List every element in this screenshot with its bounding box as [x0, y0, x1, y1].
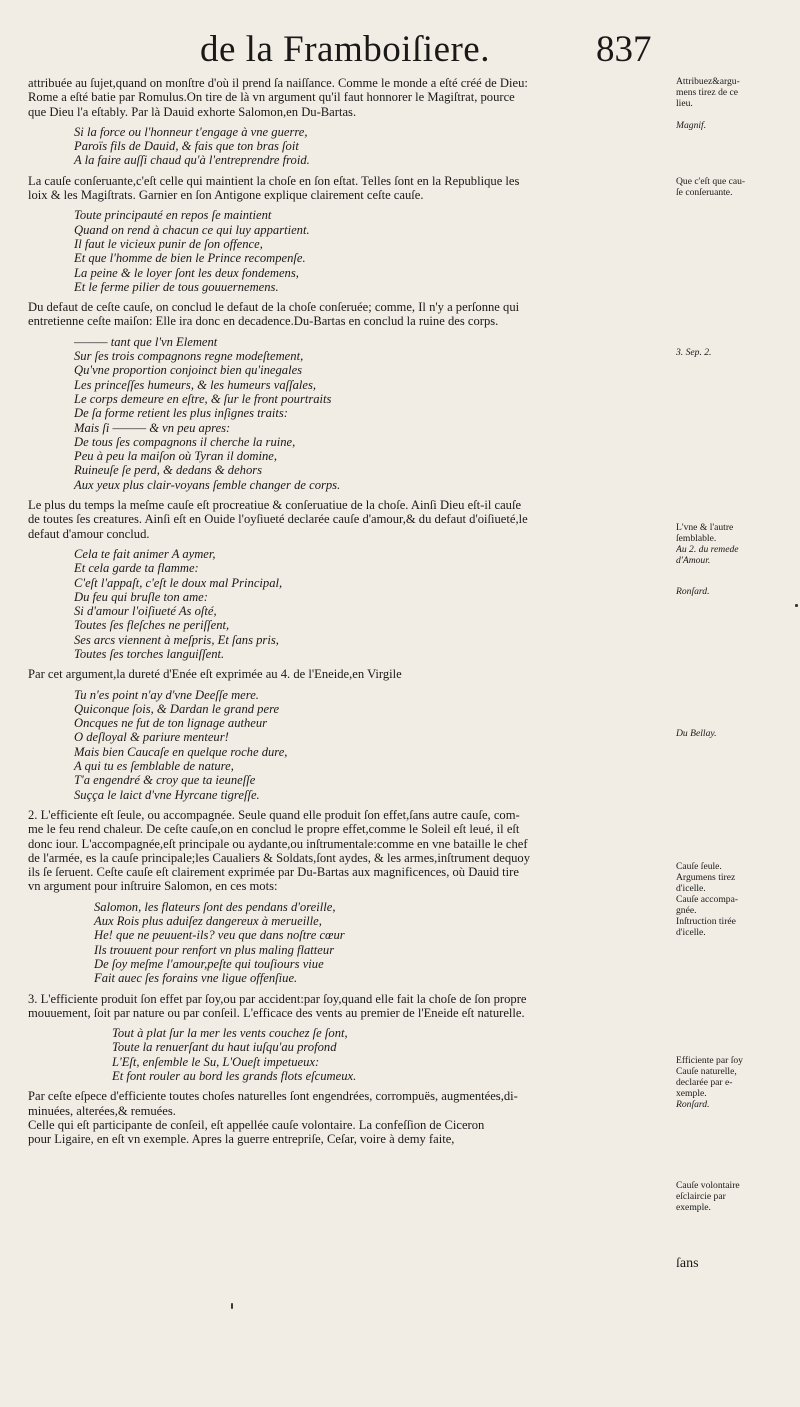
prose-line: que Dieu l'a eſtably. Par là Dauid exhorte Salomon,en Du-Bartas.	[28, 104, 357, 119]
prose-line: me le feu rend chaleur. De ceſte cauſe,on en conclud le propre effet,comme le Soleil eſt leué, il eſt	[28, 822, 520, 837]
verse-line: Si la force ou l'honneur t'engage à vne guerre,	[74, 124, 308, 139]
margin-note: Ronſard.	[676, 586, 710, 597]
verse-line: Oncques ne fut de ton lignage autheur	[74, 716, 268, 731]
verse-line: Peu à peu la maiſon où Tyran il domine,	[74, 449, 277, 464]
verse-line: Le corps demeure en eſtre, & ſur le front pourtraits	[74, 391, 332, 406]
ink-fleck	[231, 1303, 233, 1309]
prose-line: de l'armée, es la cauſe principale;les Caualiers & Soldats,ſont aydes, & les armes,inſtrument dequoy	[28, 850, 531, 865]
margin-note-group	[676, 1180, 798, 1213]
catchword: ſans	[676, 1256, 699, 1271]
main-text	[28, 76, 668, 1146]
verse-line: Fait auec ſes forains vne ligue offenſiue.	[94, 971, 298, 986]
margin-note: exemple.	[676, 1202, 711, 1213]
prose-line: de toutes ſes creatures. Ainſi eſt en Ouide l'oyſiueté declarée cauſe d'amour,& du defaut d'oiſiueté,le	[28, 512, 528, 527]
margin-note-group	[676, 120, 798, 131]
verse-line: Paroïs fils de Dauid, & fais que ton bras ſoit	[74, 139, 299, 154]
prose-line: attribuée au ſujet,quand on monſtre d'où il prend ſa naiſſance. Comme le monde a eſté créé de Dieu:	[28, 76, 528, 90]
prose-line: vn argument pour inſtruire Salomon, en ces mots:	[28, 879, 278, 894]
prose-line: defaut d'amour conclud.	[28, 526, 150, 541]
prose-line: Par cet argument,la dureté d'Enée eſt exprimée au 4. de l'Eneide,en Virgile	[28, 667, 402, 682]
margin-note: Magnif.	[676, 120, 707, 131]
verse-line: L'Eſt, enſemble le Su, L'Oueſt impetueux:	[112, 1054, 320, 1069]
verse-line: Suçça le laict d'vne Hyrcane tigreſſe.	[74, 787, 260, 802]
prose-line: Le plus du temps la meſme cauſe eſt procreatiue & conſeruatiue de la choſe. Ainſi Dieu eſt-il cauſe	[28, 498, 522, 513]
margin-note-group	[676, 1055, 798, 1110]
prose-line: entretienne ceſte maiſon: Elle ira donc en decadence.Du-Bartas en conclud la ruine des corps.	[28, 314, 499, 329]
margin-note: Attribuez&argu-	[676, 76, 740, 87]
margin-note-group	[676, 176, 798, 198]
prose-line: Rome a eſté batie par Romulus.On tire de là vn argument qu'il faut honnorer le Magiſtrat, pource	[28, 90, 515, 105]
verse-line: Toutes ſes torches languiſſent.	[74, 646, 225, 661]
verse-line: Mais ſi ——— & vn peu apres:	[74, 420, 231, 435]
verse-line: Il faut le vicieux punir de ſon offence,	[74, 236, 263, 251]
page-number: 837	[596, 29, 652, 70]
margin-note: Cauſe accompa-	[676, 894, 739, 905]
prose-line: donc iour. L'accompagnée,eſt principale ou aydante,ou inſtrumentale:comme en vne bataille le chef	[28, 836, 528, 851]
verse-line: Ses arcs viennent à meſpris, Et ſans pris,	[74, 632, 279, 647]
verse-line: He! que ne peuuent-ils? veu que dans noſtre cœur	[94, 928, 345, 943]
verse-line: A qui tu es ſemblable de nature,	[74, 759, 234, 774]
margin-note: Cauſe ſeule.	[676, 861, 722, 872]
verse-line: Et font rouler au bord les grands flots eſcumeux.	[112, 1069, 357, 1083]
margin-note: Du Bellay.	[676, 728, 717, 739]
verse-line: Aux Rois plus aduiſez dangereux à merueille,	[94, 914, 322, 929]
verse-line: Ruineuſe ſe perd, & dedans & dehors	[74, 463, 263, 478]
prose-line: mouuement, ſoit par nature ou par conſeil. L'efficace des vents au premier de l'Eneide eſt naturelle.	[28, 1005, 525, 1020]
margin-note: d'Amour.	[676, 555, 711, 566]
margin-note-group	[676, 861, 798, 938]
ink-fleck	[795, 604, 798, 607]
margin-note: mens tirez de ce	[676, 87, 739, 98]
prose-line: Du defaut de ceſte cauſe, on conclud le defaut de la choſe conſeruée; comme, Il n'y a perſonne qui	[28, 300, 520, 315]
margin-note: lieu.	[676, 98, 693, 109]
verse-line: De ſoy meſme l'amour,peſte qui touſiours viue	[94, 956, 324, 971]
verse-line: T'a engendré & croy que ta ieuneſſe	[74, 773, 256, 788]
running-title: de la Framboiſiere.	[200, 29, 490, 70]
margin-note: L'vne & l'autre	[676, 522, 734, 533]
prose-line: ils ſe ſeruent. Ceſte cauſe eſt clairement exprimée par Du-Bartas aux magnificences, où Dauid tire	[28, 865, 519, 880]
prose-line: minuées, alterées,& remuées.	[28, 1103, 176, 1118]
verse-line: Qu'vne proportion conjoinct bien qu'inegales	[74, 363, 303, 378]
verse-line: Tu n'es point n'ay d'vne Deeſſe mere.	[74, 687, 259, 702]
verse-line: Mais bien Caucaſe en quelque roche dure,	[74, 744, 288, 759]
verse-line: C'eſt l'appaſt, c'eſt le doux mal Principal,	[74, 575, 283, 590]
margin-note: ſe conſeruante.	[676, 187, 733, 198]
margin-note-group	[676, 728, 798, 739]
verse-line: ——— tant que l'vn Element	[74, 334, 218, 349]
prose-line: La cauſe conſeruante,c'eſt celle qui maintient la choſe en ſon eſtat. Telles ſont en la Republique les	[28, 173, 520, 188]
verse-line: Aux yeux plus clair-voyans ſemble changer de corps.	[74, 477, 341, 492]
prose-line: pour Ligaire, en eſt vn exemple. Apres la guerre entrepriſe, Ceſar, voire à demy faite,	[28, 1132, 455, 1147]
margin-note: Ronſard.	[676, 1099, 710, 1110]
verse-line: Sur ſes trois compagnons regne modeſtement,	[74, 349, 304, 364]
prose-line: 2. L'efficiente eſt ſeule, ou accompagnée. Seule quand elle produit ſon effet,ſans autre cauſe, com-	[28, 807, 520, 822]
verse-line: Ils trouuent pour renfort vn plus maling flatteur	[94, 942, 335, 957]
margin-note: d'icelle.	[676, 927, 706, 938]
margin-note: xemple.	[676, 1088, 707, 1099]
verse-line: Toutes ſes fleſches ne periſſent,	[74, 618, 230, 633]
verse-line: Si d'amour l'oiſiueté As oſté,	[74, 604, 217, 619]
margin-note-group	[676, 586, 798, 597]
prose-line: loix & les Magiſtrats. Garnier en ſon Antigone explique clairement ceſte cauſe.	[28, 188, 424, 203]
margin-note-group	[676, 347, 798, 358]
verse-line: Quiconque ſois, & Dardan le grand pere	[74, 701, 280, 716]
verse-line: Toute principauté en repos ſe maintient	[74, 208, 272, 223]
margin-note: gnée.	[676, 905, 697, 916]
prose-line: 3. L'efficiente produit ſon effet par ſoy,ou par accident:par ſoy,quand elle fait la choſe de ſon propre	[28, 991, 527, 1006]
prose-line: Celle qui eſt participante de conſeil, eſt appellée cauſe volontaire. La confeſſion de Ciceron	[28, 1117, 485, 1132]
verse-line: Cela te fait animer A aymer,	[74, 546, 216, 561]
verse-line: Salomon, les flateurs ſont des pendans d'oreille,	[94, 899, 336, 914]
margin-note: Cauſe naturelle,	[676, 1066, 737, 1077]
margin-note-group	[676, 522, 798, 566]
verse-line: A la faire auſſi chaud qu'à l'entreprendre froid.	[74, 153, 310, 168]
margin-note: Argumens tirez	[676, 872, 736, 883]
page-header	[0, 30, 800, 70]
margin-note: eſclaircie par	[676, 1191, 726, 1202]
verse-line: Et cela garde ta flamme:	[74, 561, 199, 576]
verse-line: Du feu qui bruſle ton ame:	[74, 589, 208, 604]
margin-note: declarée par e-	[676, 1077, 733, 1088]
margin-note-group	[676, 76, 798, 109]
margin-note: Cauſe volontaire	[676, 1180, 740, 1191]
margin-note: 3. Sep. 2.	[676, 347, 712, 358]
verse-line: Et que l'homme de bien le Prince recompenſe.	[74, 251, 306, 266]
margin-note: Inſtruction tirée	[676, 916, 736, 927]
verse-line: Quand on rend à chacun ce qui luy appartient.	[74, 222, 310, 237]
margin-note: d'icelle.	[676, 883, 706, 894]
margin-note: Au 2. du remede	[676, 544, 739, 555]
verse-line: De tous ſes compagnons il cherche la ruine,	[74, 434, 296, 449]
prose-line: Par ceſte eſpece d'efficiente toutes choſes naturelles ſont engendrées, corrompuës, augmentées,di-	[28, 1089, 518, 1104]
verse-line: O deſloyal & pariure menteur!	[74, 730, 229, 745]
verse-line: Les princeſſes humeurs, & les humeurs vaſſales,	[74, 377, 317, 392]
verse-line: La peine & le loyer ſont les deux fondemens,	[74, 265, 299, 280]
margin-note: Efficiente par ſoy	[676, 1055, 743, 1066]
margin-note: ſemblable.	[676, 533, 717, 544]
verse-line: De ſa forme retient les plus inſignes traits:	[74, 406, 288, 421]
verse-line: Tout à plat ſur la mer les vents couchez ſe ſont,	[112, 1026, 348, 1041]
margin-note: Que c'eſt que cau-	[676, 176, 746, 187]
verse-line: Et le ferme pilier de tous gouuernemens.	[74, 279, 279, 294]
verse-line: Toute la renuerſant du haut iuſqu'au profond	[112, 1040, 337, 1055]
